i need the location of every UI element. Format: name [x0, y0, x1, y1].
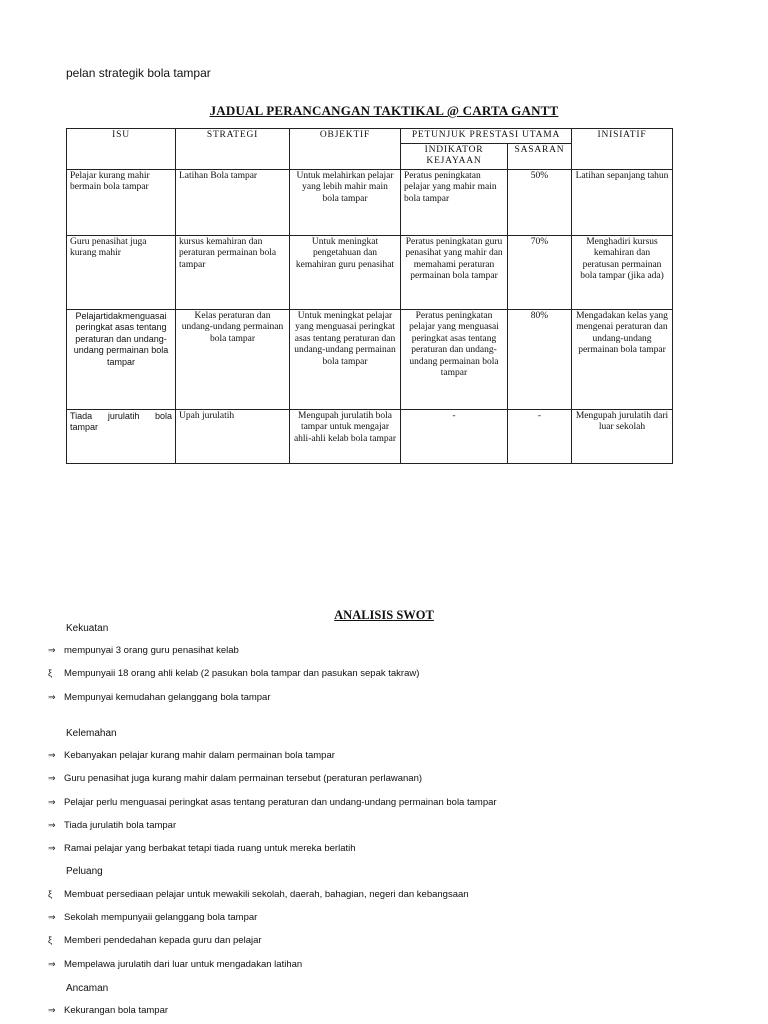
- item-text: Ramai pelajar yang berbakat tetapi tiada ruang untuk mereka berlatih: [64, 843, 356, 854]
- cell-strategi: Upah jurulatih: [176, 409, 290, 463]
- header-petunjuk: PETUNJUK PRESTASI UTAMA: [401, 129, 572, 144]
- cell-objektif: Mengupah jurulatih bola tampar untuk mengajar ahli-ahli kelab bola tampar: [290, 409, 401, 463]
- item-text: Memberi pendedahan kepada guru dan pelajar: [64, 935, 262, 946]
- cell-isu: Tiada jurulatih bola tampar: [67, 409, 176, 463]
- gantt-table: [66, 128, 673, 464]
- cell-indikator: Peratus peningkatan pelajar yang mahir main bola tampar: [401, 169, 508, 235]
- cell-indikator: -: [401, 409, 508, 463]
- item-text: Membuat persediaan pelajar untuk mewakili sekolah, daerah, bahagian, negeri dan kebangsaan: [64, 889, 469, 900]
- item-text: mempunyai 3 orang guru penasihat kelab: [64, 645, 239, 656]
- list-item: [48, 935, 262, 946]
- cell-indikator: Peratus peningkatan guru penasihat yang mahir dan memahami peraturan permainan bola tampar: [401, 235, 508, 309]
- list-item: [48, 750, 335, 761]
- cell-isu: Guru penasihat juga kurang mahir: [67, 235, 176, 309]
- arrow-bullet-icon: ⇒: [48, 912, 56, 922]
- header-inisiatif: INISIATIF: [572, 129, 673, 170]
- item-text: Mempelawa jurulatih dari luar untuk mengadakan latihan: [64, 959, 303, 970]
- arrow-bullet-icon: ⇒: [48, 797, 56, 807]
- list-item: [48, 773, 422, 784]
- header-strategi: STRATEGI: [176, 129, 290, 170]
- arrow-bullet-icon: ⇒: [48, 843, 56, 853]
- arrow-bullet-icon: ⇒: [48, 820, 56, 830]
- item-text: Tiada jurulatih bola tampar: [64, 820, 177, 831]
- cell-objektif: Untuk melahirkan pelajar yang lebih mahir main bola tampar: [290, 169, 401, 235]
- cell-objektif: Untuk meningkat pengetahuan dan kemahiran guru penasihat: [290, 235, 401, 309]
- cell-inisiatif: Mengupah jurulatih dari luar sekolah: [572, 409, 673, 463]
- header-indikator: INDIKATOR KEJAYAAN: [401, 143, 508, 169]
- xi-bullet-icon: ξ: [48, 668, 53, 678]
- item-text: Kekurangan bola tampar: [64, 1005, 169, 1016]
- cell-inisiatif: Menghadiri kursus kemahiran dan peratusan permainan bola tampar (jika ada): [572, 235, 673, 309]
- item-text: Sekolah mempunyaii gelanggang bola tampar: [64, 912, 258, 923]
- item-text: Mempunyai kemudahan gelanggang bola tampar: [64, 692, 271, 703]
- item-text: Pelajar perlu menguasai peringkat asas tentang peraturan dan undang-undang permainan bola tampar: [64, 797, 497, 808]
- cell-isu: Pelajar kurang mahir bermain bola tampar: [67, 169, 176, 235]
- cell-inisiatif: Mengadakan kelas yang mengenai peraturan dan undang-undang permainan bola tampar: [572, 309, 673, 409]
- xi-bullet-icon: ξ: [48, 935, 53, 945]
- item-text: Mempunyaii 18 orang ahli kelab (2 pasukan bola tampar dan pasukan sepak takraw): [64, 668, 420, 679]
- list-item: [48, 912, 257, 923]
- list-item: [48, 820, 176, 831]
- list-item: [48, 797, 497, 808]
- item-text: Kebanyakan pelajar kurang mahir dalam permainan bola tampar: [64, 750, 335, 761]
- cell-inisiatif: Latihan sepanjang tahun: [572, 169, 673, 235]
- arrow-bullet-icon: ⇒: [48, 1005, 56, 1015]
- cell-sasaran: 50%: [508, 169, 572, 235]
- list-item: [48, 959, 302, 970]
- table-row: [67, 409, 673, 463]
- cell-strategi: Kelas peraturan dan undang-undang permainan bola tampar: [176, 309, 290, 409]
- list-item: [48, 645, 239, 656]
- arrow-bullet-icon: ⇒: [48, 692, 56, 702]
- section-kekuatan: Kekuatan: [66, 623, 109, 634]
- list-item: [48, 889, 469, 900]
- arrow-bullet-icon: ⇒: [48, 645, 56, 655]
- header-isu: ISU: [67, 129, 176, 170]
- section-kelemahan: Kelemahan: [66, 728, 117, 739]
- cell-sasaran: 80%: [508, 309, 572, 409]
- cell-indikator: Peratus peningkatan pelajar yang menguasai peringkat asas tentang peraturan dan undang-undang permainan bola tampar: [401, 309, 508, 409]
- list-item: [48, 668, 419, 679]
- list-item: [48, 1005, 168, 1016]
- xi-bullet-icon: ξ: [48, 889, 53, 899]
- document-header: pelan strategik bola tampar: [66, 66, 211, 80]
- cell-sasaran: -: [508, 409, 572, 463]
- header-objektif: OBJEKTIF: [290, 129, 401, 170]
- table-row: [67, 309, 673, 409]
- arrow-bullet-icon: ⇒: [48, 959, 56, 969]
- cell-objektif: Untuk meningkat pelajar yang menguasai peringkat asas tentang peraturan dan undang-undang permainan bola tampar: [290, 309, 401, 409]
- cell-strategi: kursus kemahiran dan peraturan permainan bola tampar: [176, 235, 290, 309]
- gantt-title: JADUAL PERANCANGAN TAKTIKAL @ CARTA GANTT: [209, 103, 559, 118]
- header-sasaran: SASARAN: [508, 143, 572, 169]
- cell-strategi: Latihan Bola tampar: [176, 169, 290, 235]
- table-row: [67, 235, 673, 309]
- cell-isu: Pelajartidakmenguasai peringkat asas tentang peraturan dan undang-undang permainan bola tampar: [67, 309, 176, 409]
- arrow-bullet-icon: ⇒: [48, 750, 56, 760]
- section-ancaman: Ancaman: [66, 983, 109, 994]
- item-text: Guru penasihat juga kurang mahir dalam permainan tersebut (peraturan perlawanan): [64, 773, 423, 784]
- list-item: [48, 692, 271, 703]
- arrow-bullet-icon: ⇒: [48, 773, 56, 783]
- cell-sasaran: 70%: [508, 235, 572, 309]
- table-row: [67, 169, 673, 235]
- list-item: [48, 843, 356, 854]
- swot-title: ANALISIS SWOT: [334, 608, 434, 622]
- section-peluang: Peluang: [66, 866, 103, 877]
